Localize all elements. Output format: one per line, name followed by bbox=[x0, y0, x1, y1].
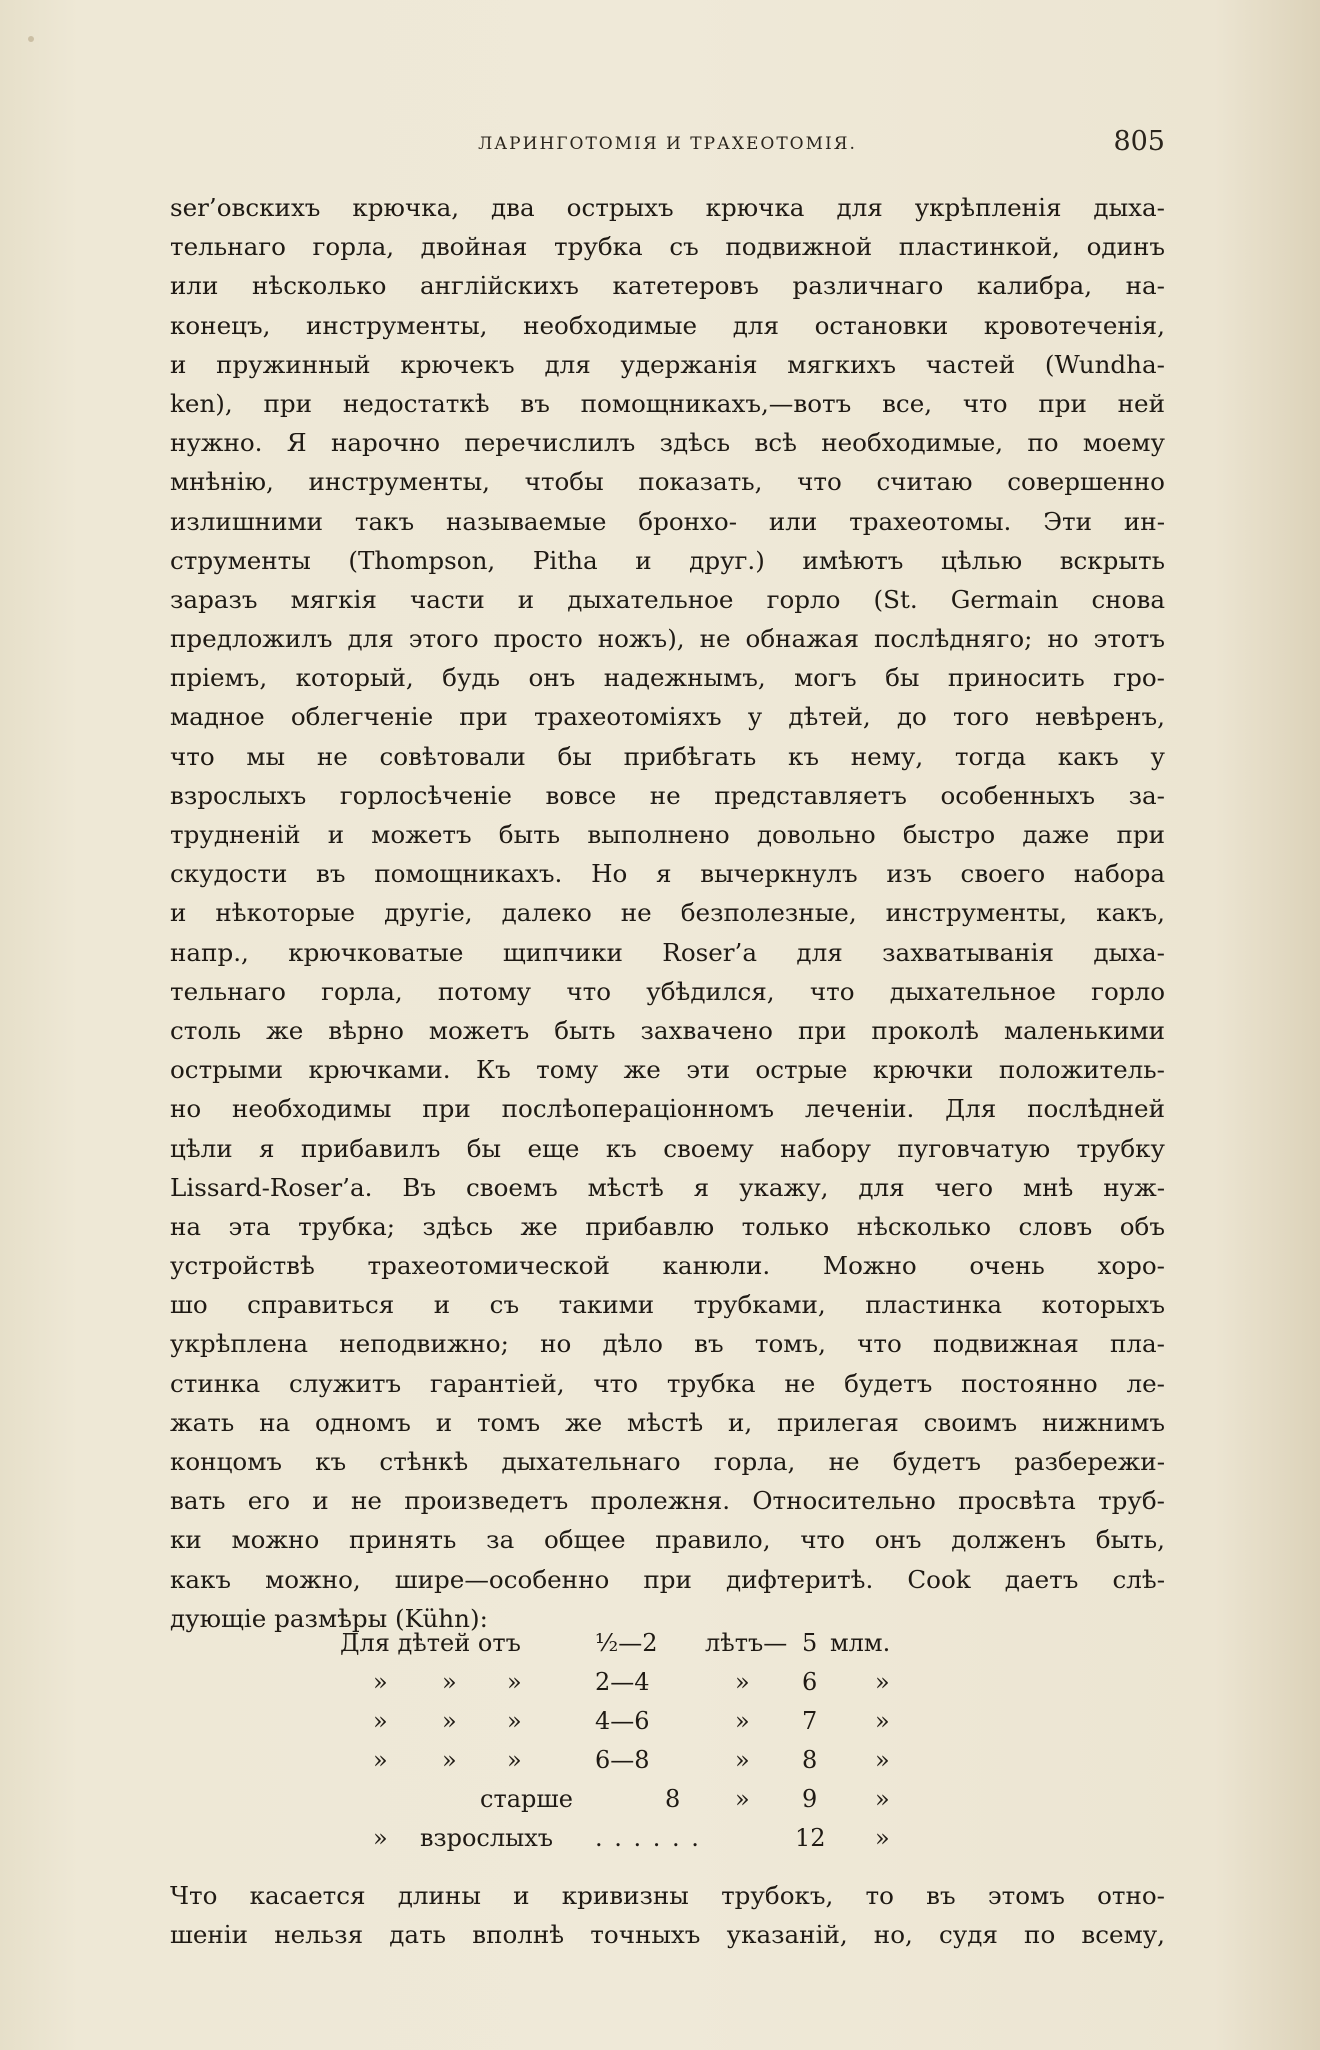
text-line: дующіе размѣры (Kühn): bbox=[170, 1603, 488, 1633]
text-line: струменты (Thompson, Pitha и друг.) имѣютъ цѣлью вскрыть bbox=[170, 545, 1165, 575]
row-label: старше bbox=[480, 1785, 573, 1813]
age-range: ½—2 bbox=[595, 1629, 658, 1657]
text-line: стинка служитъ гарантіей, что трубка не будетъ постоянно ле- bbox=[170, 1368, 1165, 1398]
page-number: 805 bbox=[1113, 126, 1165, 157]
size-value: 12 bbox=[795, 1824, 826, 1852]
running-title: ЛАРИНГОТОМІЯ И ТРАХЕОТОМІЯ. bbox=[478, 134, 857, 154]
ditto-mark: » bbox=[442, 1746, 457, 1774]
text-line: устройствѣ трахеотомической канюли. Можно очень хоро- bbox=[170, 1251, 1165, 1281]
text-line: нужно. Я нарочно перечислилъ здѣсь всѣ необходимые, по моему bbox=[170, 428, 1165, 458]
text-line: жать на одномъ и томъ же мѣстѣ и, прилегая своимъ нижнимъ bbox=[170, 1407, 1165, 1437]
ditto-mark: » bbox=[373, 1746, 388, 1774]
text-line: и пружинный крючекъ для удержанія мягкихъ частей (Wundha- bbox=[170, 349, 1165, 379]
ditto-mark: » bbox=[875, 1746, 890, 1774]
text-line: предложилъ для этого просто ножъ), не обнажая послѣдняго; но этотъ bbox=[170, 624, 1165, 654]
age-range: 8 bbox=[665, 1785, 681, 1813]
text-line: укрѣплена неподвижно; но дѣло въ томъ, что подвижная пла- bbox=[170, 1329, 1165, 1359]
text-line: столь же вѣрно можетъ быть захвачено при проколѣ маленькими bbox=[170, 1015, 1165, 1045]
text-line: заразъ мягкія части и дыхательное горло (St. Germain снова bbox=[170, 584, 1165, 614]
ditto-mark: » bbox=[735, 1785, 750, 1813]
ditto-mark: » bbox=[507, 1746, 522, 1774]
table-row bbox=[340, 1664, 960, 1703]
ditto-mark: » bbox=[735, 1707, 750, 1735]
text-line: шо справиться и съ такими трубками, пластинка которыхъ bbox=[170, 1290, 1165, 1320]
ditto-mark: » bbox=[373, 1707, 388, 1735]
table-row bbox=[340, 1820, 960, 1859]
text-line: мнѣнію, инструменты, чтобы показать, что считаю совершенно bbox=[170, 467, 1165, 497]
text-line: трудненій и можетъ быть выполнено довольно быстро даже при bbox=[170, 820, 1165, 849]
text-line: тельнаго горла, двойная трубка съ подвижной пластинкой, одинъ bbox=[170, 232, 1165, 262]
table-row bbox=[340, 1742, 960, 1781]
size-value: 6 bbox=[802, 1668, 818, 1696]
ditto-mark: » bbox=[442, 1668, 457, 1696]
ditto-mark: » bbox=[507, 1668, 522, 1696]
size-value: 9 bbox=[802, 1785, 818, 1813]
age-range: 2—4 bbox=[595, 1668, 650, 1696]
ditto-mark: » bbox=[442, 1707, 457, 1735]
text-line: пріемъ, который, будь онъ надежнымъ, могъ бы приносить гро- bbox=[170, 663, 1165, 693]
text-line: концомъ къ стѣнкѣ дыхательнаго горла, не будетъ разбережи- bbox=[170, 1447, 1165, 1476]
running-head bbox=[170, 126, 1165, 166]
size-unit: млм. bbox=[830, 1629, 891, 1657]
age-range: 4—6 bbox=[595, 1707, 650, 1735]
ditto-mark: » bbox=[735, 1668, 750, 1696]
size-value: 7 bbox=[802, 1707, 818, 1735]
text-line: скудости въ помощникахъ. Но я вычеркнулъ изъ своего набора bbox=[170, 859, 1165, 889]
text-line: ки можно принять за общее правило, что онъ долженъ быть, bbox=[170, 1525, 1165, 1555]
text-line: острыми крючками. Къ тому же эти острые крючки положитель- bbox=[170, 1055, 1165, 1085]
text-line: на эта трубка; здѣсь же прибавлю только нѣсколько словъ объ bbox=[170, 1211, 1165, 1241]
ditto-mark: » bbox=[875, 1785, 890, 1813]
text-line: ser’овскихъ крючка, два острыхъ крючка для укрѣпленія дыха- bbox=[170, 193, 1165, 222]
text-line: вать его и не произведетъ пролежня. Относительно просвѣта труб- bbox=[170, 1486, 1165, 1516]
unit-word: лѣтъ— bbox=[705, 1629, 788, 1657]
text-line: взрослыхъ горлосѣченіе вовсе не представляетъ особенныхъ за- bbox=[170, 780, 1165, 810]
ditto-mark: » bbox=[875, 1707, 890, 1735]
text-line: шеніи нельзя дать вполнѣ точныхъ указаній, но, судя по всему, bbox=[170, 1920, 1165, 1950]
text-line: или нѣсколько англійскихъ катетеровъ различнаго калибра, на- bbox=[170, 271, 1165, 301]
text-line: мадное облегченіе при трахеотоміяхъ у дѣтей, до того невѣренъ, bbox=[170, 702, 1165, 732]
ditto-mark: » bbox=[507, 1707, 522, 1735]
ditto-mark: » bbox=[735, 1746, 750, 1774]
ditto-mark: » bbox=[373, 1824, 388, 1852]
age-range: 6—8 bbox=[595, 1746, 650, 1774]
text-line: Что касается длины и кривизны трубокъ, то въ этомъ отно- bbox=[170, 1881, 1165, 1910]
text-line: излишними такъ называемые бронхо- или трахеотомы. Эти ин- bbox=[170, 506, 1165, 536]
row-label: взрослыхъ bbox=[420, 1824, 554, 1852]
ditto-mark: » bbox=[875, 1668, 890, 1696]
text-line: и нѣкоторые другіе, далеко не безполезные, инструменты, какъ, bbox=[170, 898, 1165, 928]
table-row bbox=[340, 1703, 960, 1742]
closing-paragraph bbox=[170, 1876, 1165, 1954]
size-value: 8 bbox=[802, 1746, 818, 1774]
text-line: какъ можно, шире—особенно при дифтеритѣ. Cook даетъ слѣ- bbox=[170, 1564, 1165, 1594]
text-line: напр., крючковатые щипчики Roser’а для захватыванія дыха- bbox=[170, 937, 1165, 967]
text-line: тельнаго горла, потому что убѣдился, что дыхательное горло bbox=[170, 976, 1165, 1006]
table-row bbox=[340, 1781, 960, 1820]
cannula-size-table bbox=[340, 1625, 960, 1859]
text-line: что мы не совѣтовали бы прибѣгать къ нему, тогда какъ у bbox=[170, 741, 1165, 771]
text-line: Lissard-Roser’а. Въ своемъ мѣстѣ я укажу, для чего мнѣ нуж- bbox=[170, 1172, 1165, 1202]
size-value: 5 bbox=[802, 1629, 818, 1657]
body-text bbox=[170, 188, 1165, 1638]
row-label: Для дѣтей отъ bbox=[340, 1629, 521, 1657]
text-line: цѣли я прибавилъ бы еще къ своему набору пуговчатую трубку bbox=[170, 1133, 1165, 1163]
text-line: ken), при недостаткѣ въ помощникахъ,—вотъ все, что при ней bbox=[170, 388, 1165, 418]
table-row bbox=[340, 1625, 960, 1664]
text-line: но необходимы при послѣоперaціонномъ леченіи. Для послѣдней bbox=[170, 1094, 1165, 1124]
leader-dots: . . . . . . bbox=[595, 1824, 701, 1852]
ditto-mark: » bbox=[373, 1668, 388, 1696]
ditto-mark: » bbox=[875, 1824, 890, 1852]
paper-spot bbox=[28, 36, 34, 42]
text-line: конецъ, инструменты, необходимые для остановки кровотеченія, bbox=[170, 310, 1165, 340]
